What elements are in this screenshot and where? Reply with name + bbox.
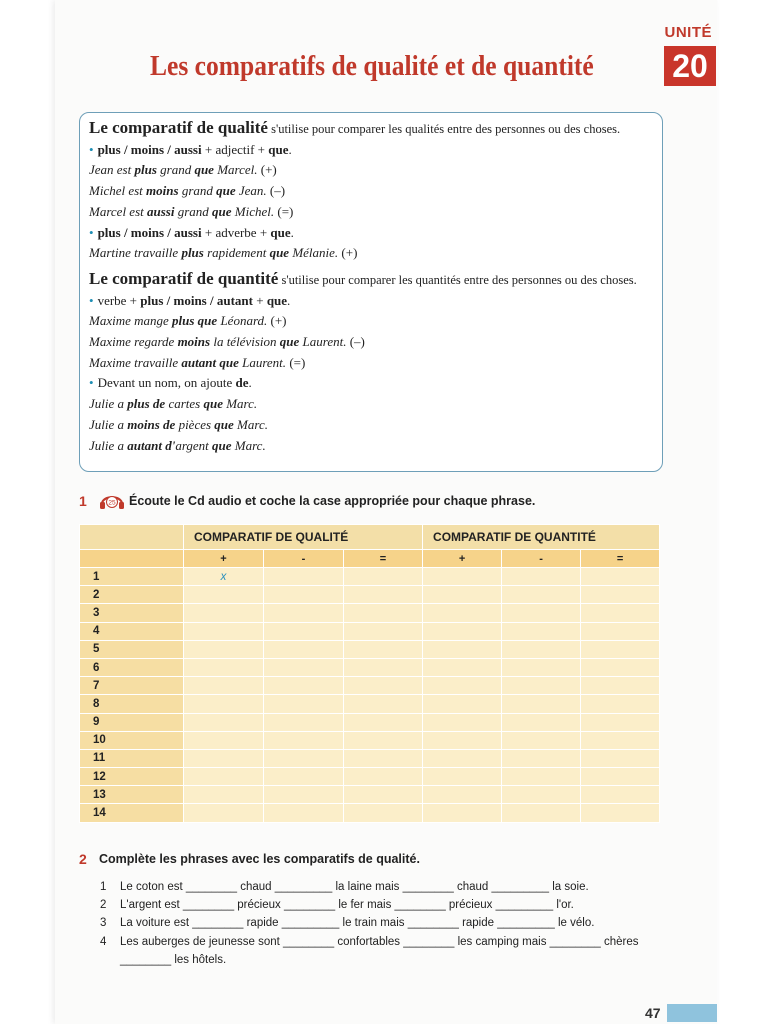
grammar-rules bbox=[89, 118, 659, 456]
answer-cell[interactable] bbox=[423, 586, 502, 604]
sub-header-plus: + bbox=[184, 550, 264, 568]
exercise-2-instruction: Complète les phrases avec les comparatifs de qualité. bbox=[99, 852, 420, 866]
table-row bbox=[80, 804, 660, 822]
answer-cell[interactable] bbox=[264, 604, 344, 622]
answer-cell[interactable] bbox=[423, 731, 502, 749]
table-row bbox=[80, 677, 660, 695]
answer-cell[interactable] bbox=[184, 586, 264, 604]
answer-cell[interactable] bbox=[581, 640, 660, 658]
answer-cell[interactable] bbox=[264, 804, 344, 822]
group-header-qualite: COMPARATIF DE QUALITÉ bbox=[184, 525, 423, 550]
answer-cell[interactable] bbox=[264, 731, 344, 749]
answer-cell[interactable] bbox=[502, 804, 581, 822]
answer-cell[interactable] bbox=[581, 804, 660, 822]
example-line: Michel est moins grand que Jean. (–) bbox=[89, 183, 286, 199]
answer-cell[interactable] bbox=[344, 568, 423, 586]
example-line: Julie a autant d'argent que Marc. bbox=[89, 437, 266, 453]
answer-cell[interactable] bbox=[502, 731, 581, 749]
bullet-icon: • bbox=[89, 224, 94, 240]
table-row bbox=[80, 768, 660, 786]
table-row bbox=[80, 786, 660, 804]
answer-cell[interactable] bbox=[344, 695, 423, 713]
answer-cell[interactable] bbox=[502, 695, 581, 713]
answer-cell[interactable] bbox=[581, 586, 660, 604]
answer-cell[interactable] bbox=[502, 677, 581, 695]
unit-label: UNITÉ bbox=[664, 24, 712, 41]
answer-cell[interactable] bbox=[502, 749, 581, 767]
table-sub-header bbox=[80, 550, 660, 568]
sentence-number: 4 bbox=[100, 935, 107, 948]
answer-cell[interactable] bbox=[264, 695, 344, 713]
answer-cell[interactable] bbox=[344, 804, 423, 822]
page-number: 47 bbox=[645, 1005, 661, 1021]
table-row bbox=[80, 622, 660, 640]
sentence-text[interactable]: ________ les hôtels. bbox=[120, 953, 227, 966]
example-line: Julie a moins de pièces que Marc. bbox=[89, 416, 268, 432]
bullet-icon: • bbox=[89, 141, 94, 157]
table-group-header bbox=[80, 525, 660, 550]
rule-pattern-adjectif: • plus / moins / aussi + adjectif + que. bbox=[89, 141, 292, 157]
exercise-2-number: 2 bbox=[79, 851, 87, 867]
answer-cell[interactable] bbox=[502, 786, 581, 804]
answer-cell[interactable] bbox=[264, 586, 344, 604]
sentence-number: 1 bbox=[100, 881, 107, 893]
sub-header-minus: - bbox=[264, 550, 344, 568]
cd-track-number: 25 bbox=[108, 499, 116, 507]
answer-cell[interactable] bbox=[502, 640, 581, 658]
table-row bbox=[80, 586, 660, 604]
comparatif-table bbox=[79, 524, 660, 823]
row-number: 7 bbox=[80, 677, 184, 695]
answer-cell[interactable] bbox=[184, 804, 264, 822]
answer-cell[interactable] bbox=[423, 695, 502, 713]
sub-header-plus: + bbox=[423, 550, 502, 568]
sentence-line bbox=[100, 933, 639, 951]
answer-cell[interactable] bbox=[264, 786, 344, 804]
sentence-number: 3 bbox=[100, 917, 107, 930]
answer-cell[interactable] bbox=[502, 713, 581, 731]
answer-cell[interactable] bbox=[502, 622, 581, 640]
rule-pattern-nom: • Devant un nom, on ajoute de. bbox=[89, 375, 252, 391]
answer-cell[interactable] bbox=[184, 604, 264, 622]
row-number: 9 bbox=[80, 713, 184, 731]
sub-header-equal: = bbox=[581, 550, 660, 568]
answer-cell[interactable] bbox=[264, 568, 344, 586]
answer-cell[interactable] bbox=[264, 768, 344, 786]
row-number: 11 bbox=[80, 749, 184, 767]
answer-cell[interactable] bbox=[502, 586, 581, 604]
unit-number-badge: 20 bbox=[664, 46, 716, 86]
exercise-2-sentences bbox=[100, 878, 639, 969]
row-number: 14 bbox=[80, 804, 184, 822]
table-row bbox=[80, 568, 660, 586]
group-header-quantite: COMPARATIF DE QUANTITÉ bbox=[423, 525, 660, 550]
table-row bbox=[80, 731, 660, 749]
sentence-text[interactable]: L'argent est ________ précieux ________ le fer mais ________ précieux _________ l'or. bbox=[120, 899, 574, 912]
table-row bbox=[80, 749, 660, 767]
sub-header-equal: = bbox=[344, 550, 423, 568]
answer-cell[interactable] bbox=[184, 640, 264, 658]
answer-cell[interactable] bbox=[581, 695, 660, 713]
answer-cell[interactable] bbox=[344, 604, 423, 622]
row-number: 12 bbox=[80, 768, 184, 786]
answer-cell[interactable] bbox=[344, 622, 423, 640]
sentence-line bbox=[100, 914, 639, 932]
row-number: 1 bbox=[80, 568, 184, 586]
example-line: Maxime mange plus que Léonard. (+) bbox=[89, 313, 287, 329]
answer-cell[interactable] bbox=[184, 749, 264, 767]
answer-cell[interactable] bbox=[423, 677, 502, 695]
answer-cell[interactable] bbox=[264, 658, 344, 676]
sub-header-minus: - bbox=[502, 550, 581, 568]
answer-cell[interactable] bbox=[264, 749, 344, 767]
answer-cell[interactable] bbox=[581, 731, 660, 749]
example-line: Jean est plus grand que Marcel. (+) bbox=[89, 162, 277, 178]
row-number: 6 bbox=[80, 658, 184, 676]
bullet-icon: • bbox=[89, 292, 94, 308]
row-number: 4 bbox=[80, 622, 184, 640]
answer-cell[interactable] bbox=[344, 640, 423, 658]
answer-cell[interactable] bbox=[581, 604, 660, 622]
answer-cell[interactable] bbox=[184, 695, 264, 713]
answer-cell[interactable] bbox=[344, 586, 423, 604]
sentence-line bbox=[100, 896, 639, 914]
row-number: 2 bbox=[80, 586, 184, 604]
example-line: Martine travaille plus rapidement que Mélanie. (+) bbox=[89, 245, 358, 261]
answer-cell[interactable] bbox=[423, 658, 502, 676]
answer-cell[interactable] bbox=[581, 768, 660, 786]
answer-cell[interactable] bbox=[502, 768, 581, 786]
exercise-1-instruction: Écoute le Cd audio et coche la case appropriée pour chaque phrase. bbox=[129, 494, 536, 508]
exercise-1-number: 1 bbox=[79, 493, 87, 509]
answer-cell[interactable] bbox=[581, 568, 660, 586]
answer-cell[interactable] bbox=[502, 658, 581, 676]
answer-cell[interactable] bbox=[264, 713, 344, 731]
answer-cell[interactable] bbox=[423, 640, 502, 658]
answer-cell[interactable] bbox=[344, 786, 423, 804]
answer-cell[interactable] bbox=[184, 731, 264, 749]
headphones-audio-icon bbox=[99, 490, 125, 510]
sentence-text[interactable]: Les auberges de jeunesse sont ________ confortables ________ les camping mais ________ chères bbox=[120, 935, 639, 948]
row-number: 3 bbox=[80, 604, 184, 622]
answer-cell[interactable] bbox=[581, 677, 660, 695]
answer-cell[interactable] bbox=[184, 768, 264, 786]
answer-cell[interactable]: x bbox=[184, 568, 264, 586]
sentence-line bbox=[100, 951, 639, 969]
row-number: 10 bbox=[80, 731, 184, 749]
answer-cell[interactable] bbox=[423, 622, 502, 640]
answer-cell[interactable] bbox=[581, 786, 660, 804]
answer-cell[interactable] bbox=[423, 749, 502, 767]
answer-cell[interactable] bbox=[423, 604, 502, 622]
page-title: Les comparatifs de qualité et de quantité bbox=[150, 50, 594, 82]
answer-cell[interactable] bbox=[344, 713, 423, 731]
answer-cell[interactable] bbox=[264, 640, 344, 658]
sentence-number: 2 bbox=[100, 899, 107, 912]
answer-cell[interactable] bbox=[423, 804, 502, 822]
sentence-line bbox=[100, 878, 639, 896]
answer-cell[interactable] bbox=[344, 677, 423, 695]
answer-cell[interactable] bbox=[581, 713, 660, 731]
table-row bbox=[80, 695, 660, 713]
answer-cell[interactable] bbox=[184, 677, 264, 695]
example-line: Maxime travaille autant que Laurent. (=) bbox=[89, 354, 306, 370]
answer-cell[interactable] bbox=[423, 713, 502, 731]
answer-cell[interactable] bbox=[581, 658, 660, 676]
answer-cell[interactable] bbox=[502, 604, 581, 622]
answer-cell[interactable] bbox=[502, 568, 581, 586]
bullet-icon: • bbox=[89, 375, 94, 391]
answer-cell[interactable] bbox=[344, 768, 423, 786]
page-number-bar bbox=[667, 1004, 717, 1022]
answer-cell[interactable] bbox=[184, 658, 264, 676]
answer-cell[interactable] bbox=[264, 622, 344, 640]
rule-heading-quantite: Le comparatif de quantité s'utilise pour comparer les quantités entre des personnes ou des choses. bbox=[89, 268, 637, 288]
rule-pattern-verbe: • verbe + plus / moins / autant + que. bbox=[89, 292, 291, 308]
table-row bbox=[80, 604, 660, 622]
answer-cell[interactable] bbox=[184, 786, 264, 804]
rule-heading-qualite: Le comparatif de qualité s'utilise pour comparer les qualités entre des personnes ou des choses. bbox=[89, 118, 621, 137]
row-number: 5 bbox=[80, 640, 184, 658]
answer-cell[interactable] bbox=[423, 768, 502, 786]
sentence-text[interactable]: Le coton est ________ chaud _________ la laine mais ________ chaud _________ la soie. bbox=[120, 881, 589, 893]
example-line: Maxime regarde moins la télévision que Laurent. (–) bbox=[89, 334, 365, 350]
answer-cell[interactable] bbox=[184, 713, 264, 731]
example-line: Marcel est aussi grand que Michel. (=) bbox=[89, 203, 294, 219]
answer-cell[interactable] bbox=[344, 658, 423, 676]
answer-grid bbox=[79, 524, 659, 822]
sentence-text[interactable]: La voiture est ________ rapide _________ le train mais ________ rapide _________ le vélo. bbox=[120, 917, 595, 930]
answer-cell[interactable] bbox=[423, 786, 502, 804]
rule-pattern-adverbe: • plus / moins / aussi + adverbe + que. bbox=[89, 224, 294, 240]
answer-cell[interactable] bbox=[344, 731, 423, 749]
answer-cell[interactable] bbox=[581, 622, 660, 640]
answer-cell[interactable] bbox=[344, 749, 423, 767]
row-number: 8 bbox=[80, 695, 184, 713]
row-number: 13 bbox=[80, 786, 184, 804]
table-row bbox=[80, 640, 660, 658]
answer-cell[interactable] bbox=[264, 677, 344, 695]
table-row bbox=[80, 658, 660, 676]
example-line: Julie a plus de cartes que Marc. bbox=[89, 396, 258, 412]
answer-cell[interactable] bbox=[423, 568, 502, 586]
table-row bbox=[80, 713, 660, 731]
answer-cell[interactable] bbox=[184, 622, 264, 640]
answer-cell[interactable] bbox=[581, 749, 660, 767]
